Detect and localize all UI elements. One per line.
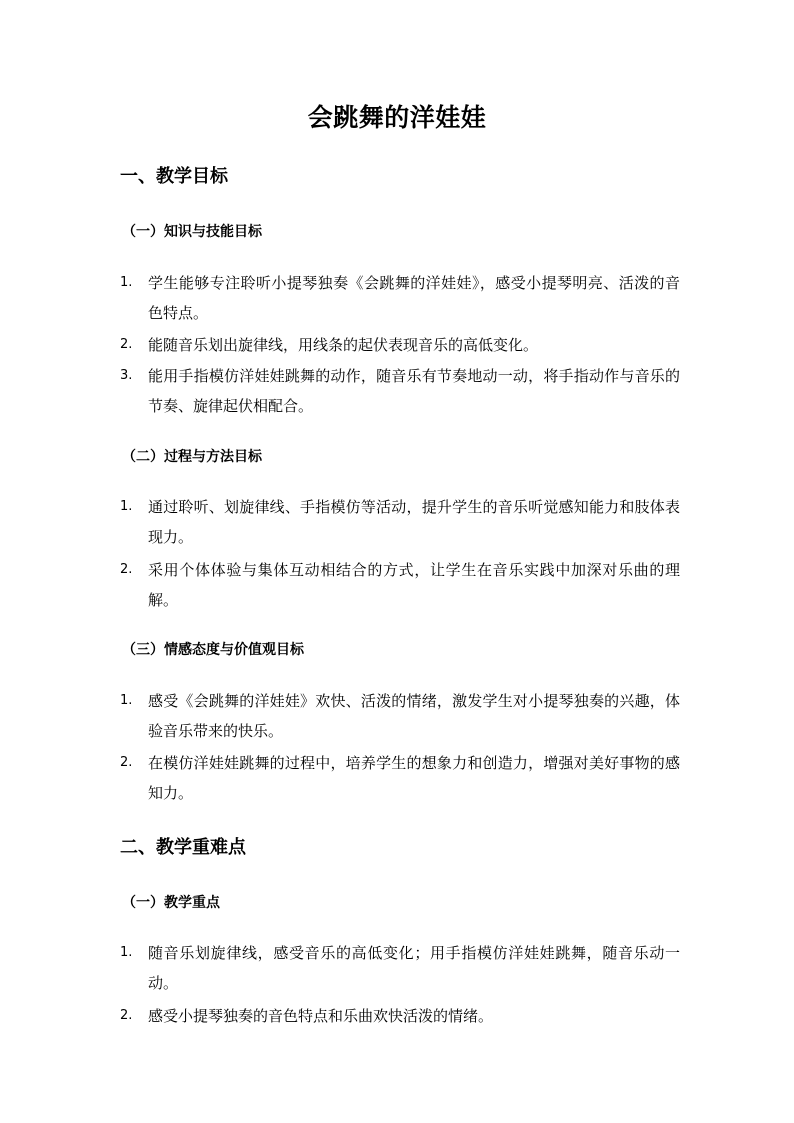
list-item [120, 748, 680, 808]
list-text: 采用个体体验与集体互动相结合的方式，让学生在音乐实践中加深对乐曲的理解。 [148, 561, 680, 609]
list-text: 学生能够专注聆听小提琴独奏《会跳舞的洋娃娃》，感受小提琴明亮、活泼的音色特点。 [148, 274, 680, 322]
list-number: 1. [120, 693, 133, 708]
list-item [120, 555, 680, 615]
list-item [120, 330, 680, 360]
subheading-emotion-values: （三）情感态度与价值观目标 [122, 642, 304, 658]
list-text: 能用手指模仿洋娃娃跳舞的动作，随音乐有节奏地动一动，将手指动作与音乐的节奏、旋律起伏相配合。 [148, 367, 680, 415]
list-item [120, 938, 680, 998]
list-item [120, 268, 680, 328]
subheading-teaching-focus: （一）教学重点 [122, 895, 220, 911]
subheading-knowledge-skills: （一）知识与技能目标 [122, 224, 262, 240]
list-item [120, 361, 680, 421]
list-text: 随音乐划旋律线，感受音乐的高低变化；用手指模仿洋娃娃跳舞，随音乐动一动。 [148, 944, 680, 992]
list-number: 1. [120, 945, 133, 960]
subheading-process-methods: （二）过程与方法目标 [122, 449, 262, 465]
section-heading-objectives: 一、教学目标 [120, 166, 228, 187]
list-text: 通过聆听、划旋律线、手指模仿等活动，提升学生的音乐听觉感知能力和肢体表现力。 [148, 498, 680, 546]
list-item [120, 492, 680, 552]
list-text: 能随音乐划出旋律线，用线条的起伏表现音乐的高低变化。 [148, 336, 539, 354]
list-item [120, 1001, 680, 1031]
list-text: 在模仿洋娃娃跳舞的过程中，培养学生的想象力和创造力，增强对美好事物的感知力。 [148, 754, 680, 802]
list-text: 感受《会跳舞的洋娃娃》欢快、活泼的情绪，激发学生对小提琴独奏的兴趣，体验音乐带来的快乐。 [148, 692, 680, 740]
list-number: 2. [120, 1008, 133, 1023]
list-number: 2. [120, 755, 133, 770]
section-heading-key-points: 二、教学重难点 [120, 837, 246, 858]
list-text: 感受小提琴独奏的音色特点和乐曲欢快活泼的情绪。 [148, 1007, 494, 1025]
list-number: 2. [120, 337, 133, 352]
list-number: 3. [120, 368, 133, 383]
list-item [120, 686, 680, 746]
page-title: 会跳舞的洋娃娃 [307, 103, 487, 132]
list-number: 1. [120, 275, 133, 290]
list-number: 2. [120, 562, 133, 577]
list-number: 1. [120, 499, 133, 514]
